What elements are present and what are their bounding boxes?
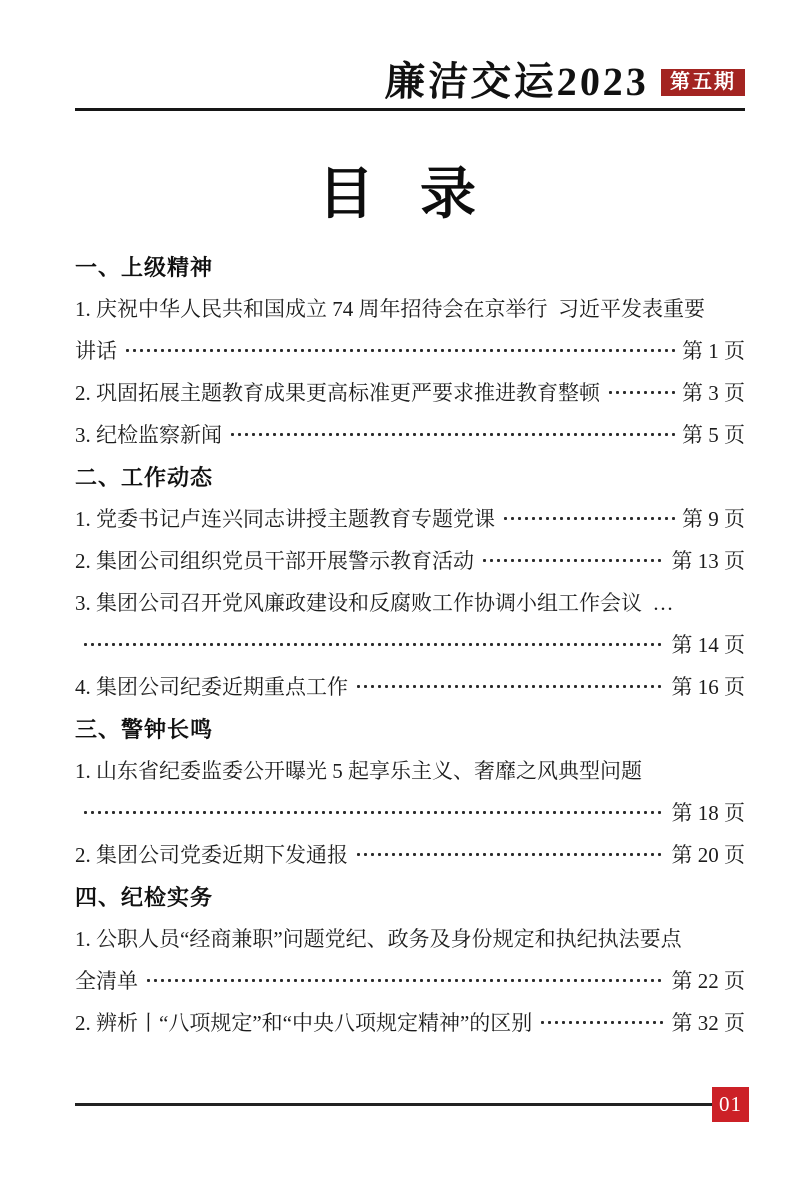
page-ref: 第 5 页 <box>682 423 745 447</box>
toc-entry-text: 3. 纪检监察新闻 <box>75 423 222 447</box>
page-ref: 第 32 页 <box>671 1011 745 1035</box>
dot-leader <box>481 556 665 565</box>
toc-entry <box>75 287 745 329</box>
toc-entry <box>75 623 745 665</box>
section-heading: 二、工作动态 <box>75 465 214 491</box>
toc-entry-text: 2. 集团公司党委近期下发通报 <box>75 843 348 867</box>
toc-entry-text: 4. 集团公司纪委近期重点工作 <box>75 675 348 699</box>
section-heading: 三、警钟长鸣 <box>75 717 214 743</box>
page-ref: 第 1 页 <box>682 339 745 363</box>
dot-leader <box>229 430 675 439</box>
toc-entry-text: 1. 山东省纪委监委公开曝光 5 起享乐主义、奢靡之风典型问题 <box>75 759 642 783</box>
toc-entry <box>75 791 745 833</box>
toc-entry <box>75 749 745 791</box>
dot-leader <box>502 514 675 523</box>
dot-leader <box>124 346 675 355</box>
toc-entry-text: 全清单 <box>75 969 138 993</box>
page-header <box>75 59 745 111</box>
dot-leader <box>355 682 665 691</box>
toc-entry <box>75 833 745 875</box>
page-ref: 第 16 页 <box>671 675 745 699</box>
section-heading: 一、上级精神 <box>75 255 214 281</box>
toc-entry <box>75 917 745 959</box>
section-heading: 四、纪检实务 <box>75 885 214 911</box>
toc-entry <box>75 413 745 455</box>
toc-entry-text: 2. 集团公司组织党员干部开展警示教育活动 <box>75 549 474 573</box>
page-number-badge: 01 <box>712 1087 749 1122</box>
toc-entry <box>75 497 745 539</box>
page-ref: 第 13 页 <box>671 549 745 573</box>
toc-entry <box>75 329 745 371</box>
toc-entry-text: 讲话 <box>75 339 117 363</box>
toc-entry-text: 1. 党委书记卢连兴同志讲授主题教育专题党课 <box>75 507 495 531</box>
dot-leader <box>355 850 665 859</box>
dot-leader <box>607 388 675 397</box>
toc-entry-text: 1. 庆祝中华人民共和国成立 74 周年招待会在京举行 习近平发表重要 <box>75 297 705 321</box>
toc-title: 目 录 <box>318 164 482 226</box>
toc-entry <box>75 539 745 581</box>
page-ref: 第 9 页 <box>682 507 745 531</box>
dot-leader <box>82 640 665 649</box>
dot-leader <box>539 1018 664 1027</box>
toc-entry-text: 2. 辨析丨“八项规定”和“中央八项规定精神”的区别 <box>75 1011 533 1035</box>
toc-entry <box>75 1001 745 1043</box>
dot-leader <box>82 808 665 817</box>
page-ref: 第 18 页 <box>671 801 745 825</box>
dot-leader <box>145 976 665 985</box>
toc-entry <box>75 581 745 623</box>
issue-badge: 第五期 <box>661 69 745 96</box>
footer-rule <box>75 1103 712 1106</box>
page-ref: 第 22 页 <box>671 969 745 993</box>
masthead-title: 廉洁交运2023 <box>384 59 650 104</box>
table-of-contents <box>75 245 745 1043</box>
page-ref: 第 20 页 <box>671 843 745 867</box>
toc-entry <box>75 959 745 1001</box>
page-ref: 第 3 页 <box>682 381 745 405</box>
page-ref: 第 14 页 <box>671 633 745 657</box>
toc-entry <box>75 371 745 413</box>
toc-entry-text: 2. 巩固拓展主题教育成果更高标准更严要求推进教育整顿 <box>75 381 600 405</box>
toc-entry-text: 1. 公职人员“经商兼职”问题党纪、政务及身份规定和执纪执法要点 <box>75 927 682 951</box>
toc-entry <box>75 665 745 707</box>
toc-entry-text: 3. 集团公司召开党风廉政建设和反腐败工作协调小组工作会议 … <box>75 591 674 615</box>
